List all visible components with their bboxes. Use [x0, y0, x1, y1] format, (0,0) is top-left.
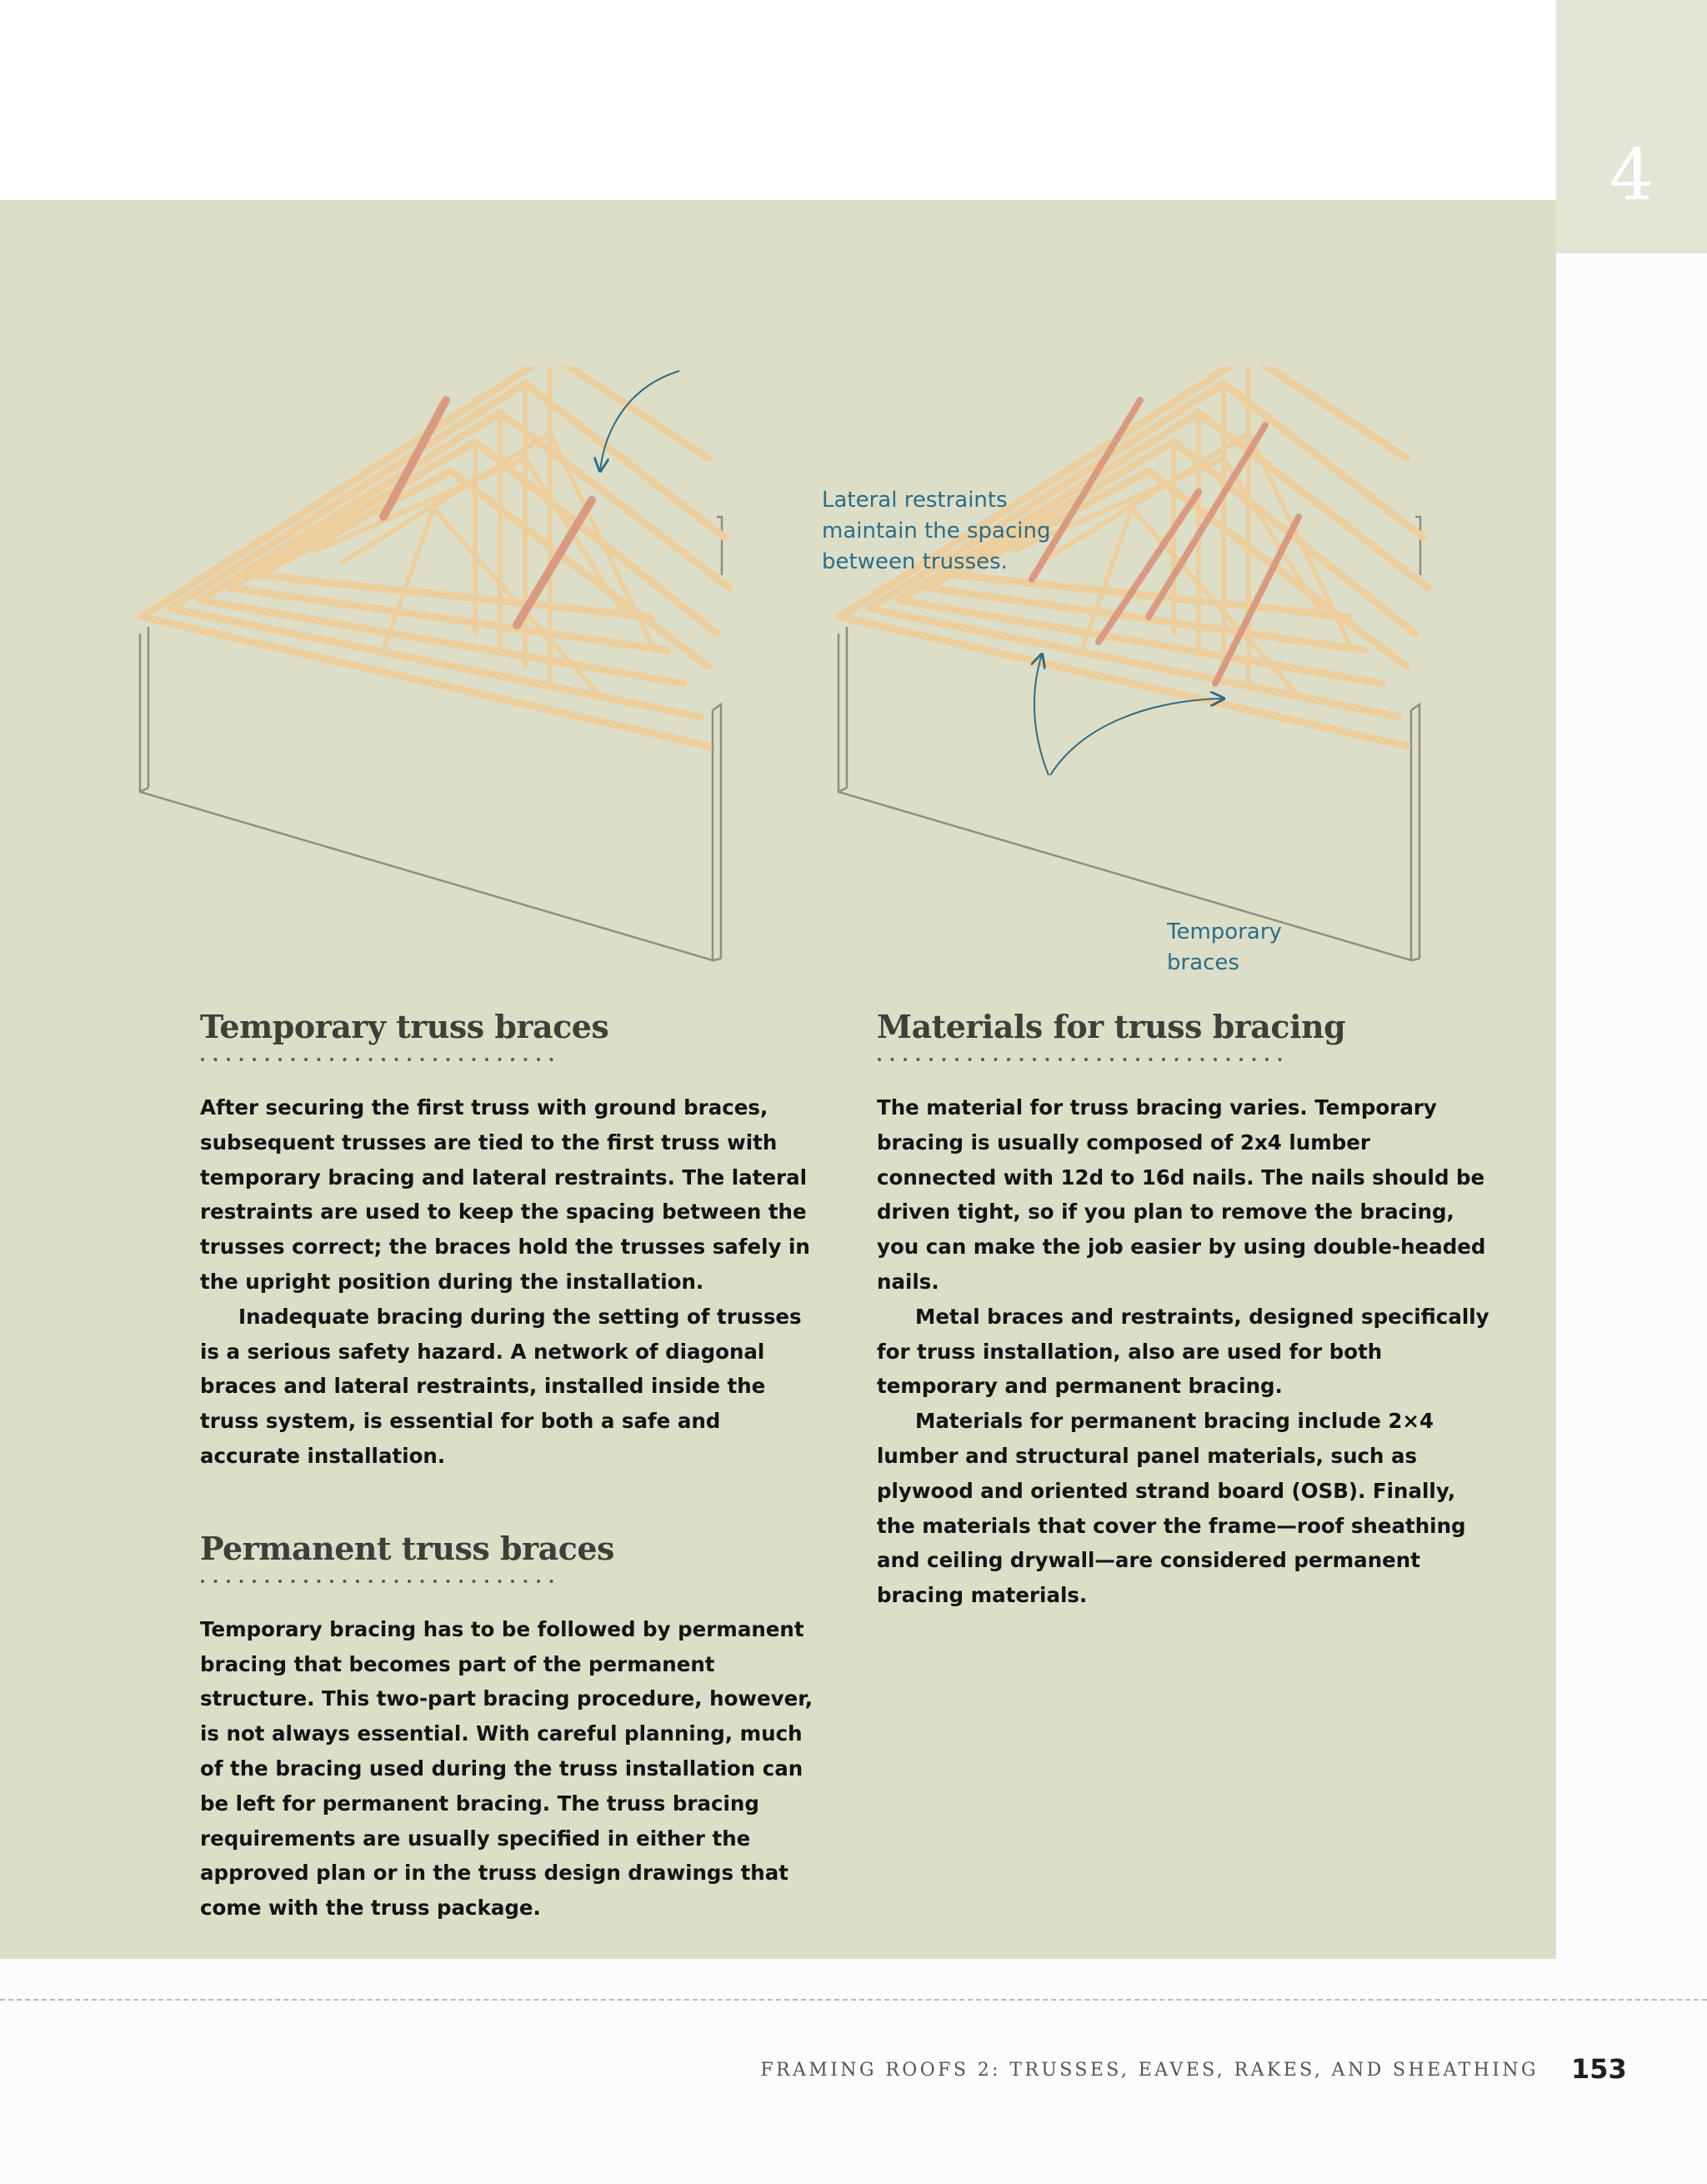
paragraph: The material for truss bracing varies. Temporary bracing is usually composed of 2x4 lumber connected with 12d to 16d nails. The nails should be driven tight, so if you plan to remove the bracing, you can make the job easier by using double-headed nails. — [877, 1095, 1486, 1294]
lateral-restraints-leader — [600, 371, 679, 471]
paragraph: Metal braces and restraints, designed specifically for truss installation, also are used for both temporary and permanent bracing. — [877, 1304, 1489, 1399]
section-heading-permanent: Permanent truss braces — [200, 1529, 614, 1567]
left-column — [200, 1007, 817, 1926]
dotted-rule — [200, 1055, 817, 1064]
section-body-materials — [877, 1090, 1494, 1613]
materials-section — [877, 1007, 1494, 1613]
permanent-braces-section — [200, 1529, 817, 1926]
footer-divider — [0, 1999, 1707, 2001]
dotted-rule — [877, 1055, 1494, 1064]
paragraph: Materials for permanent bracing include 2×4 lumber and structural panel materials, such as plywood and oriented strand board (OSB). Finally, the materials that cover the frame—roof sheathing and ceiling drywall—are considered permanent bracing materials. — [877, 1409, 1466, 1608]
chapter-number: 4 — [1609, 134, 1654, 216]
section-body-permanent — [200, 1612, 817, 1926]
paragraph: Inadequate bracing during the setting of trusses is a serious safety hazard. A network of diagonal braces and lateral restraints, installed inside the truss system, is essential for both a safe and accurate installation. — [200, 1304, 802, 1468]
paragraph: After securing the first truss with ground braces, subsequent trusses are tied to the first truss with temporary bracing and lateral restraints. The lateral restraints are used to keep the spacing between the trusses correct; the braces hold the trusses safely in the upright position during the installation. — [200, 1095, 810, 1294]
chapter-tab — [1556, 0, 1707, 253]
temporary-braces-section — [200, 1007, 817, 1474]
dotted-rule — [200, 1577, 817, 1585]
section-heading-materials: Materials for truss bracing — [877, 1008, 1346, 1045]
section-heading-temporary: Temporary truss braces — [200, 1008, 609, 1045]
content-panel — [0, 200, 1556, 1959]
section-body-temporary — [200, 1090, 817, 1474]
page-number: 153 — [1571, 2053, 1627, 2085]
paragraph: Temporary bracing has to be followed by permanent bracing that becomes part of the permanent structure. This two-part bracing procedure, however, is not always essential. With careful planning, much of the bracing used during the truss installation can be left for permanent bracing. The truss bracing requirements are usually specified in either the approved plan or in the truss design drawings that come with the truss package. — [200, 1616, 813, 1921]
right-column — [877, 1007, 1494, 1613]
left-truss-drawing — [140, 367, 729, 960]
temporary-braces-callout: Temporary braces — [1167, 919, 1282, 975]
page-header-area — [0, 0, 1556, 200]
lateral-restraints-callout: Lateral restraints maintain the spacing between trusses. — [822, 488, 1051, 574]
running-head: FRAMING ROOFS 2: TRUSSES, EAVES, RAKES, AND SHEATHING — [760, 2060, 1539, 2081]
right-truss-drawing — [838, 367, 1428, 960]
